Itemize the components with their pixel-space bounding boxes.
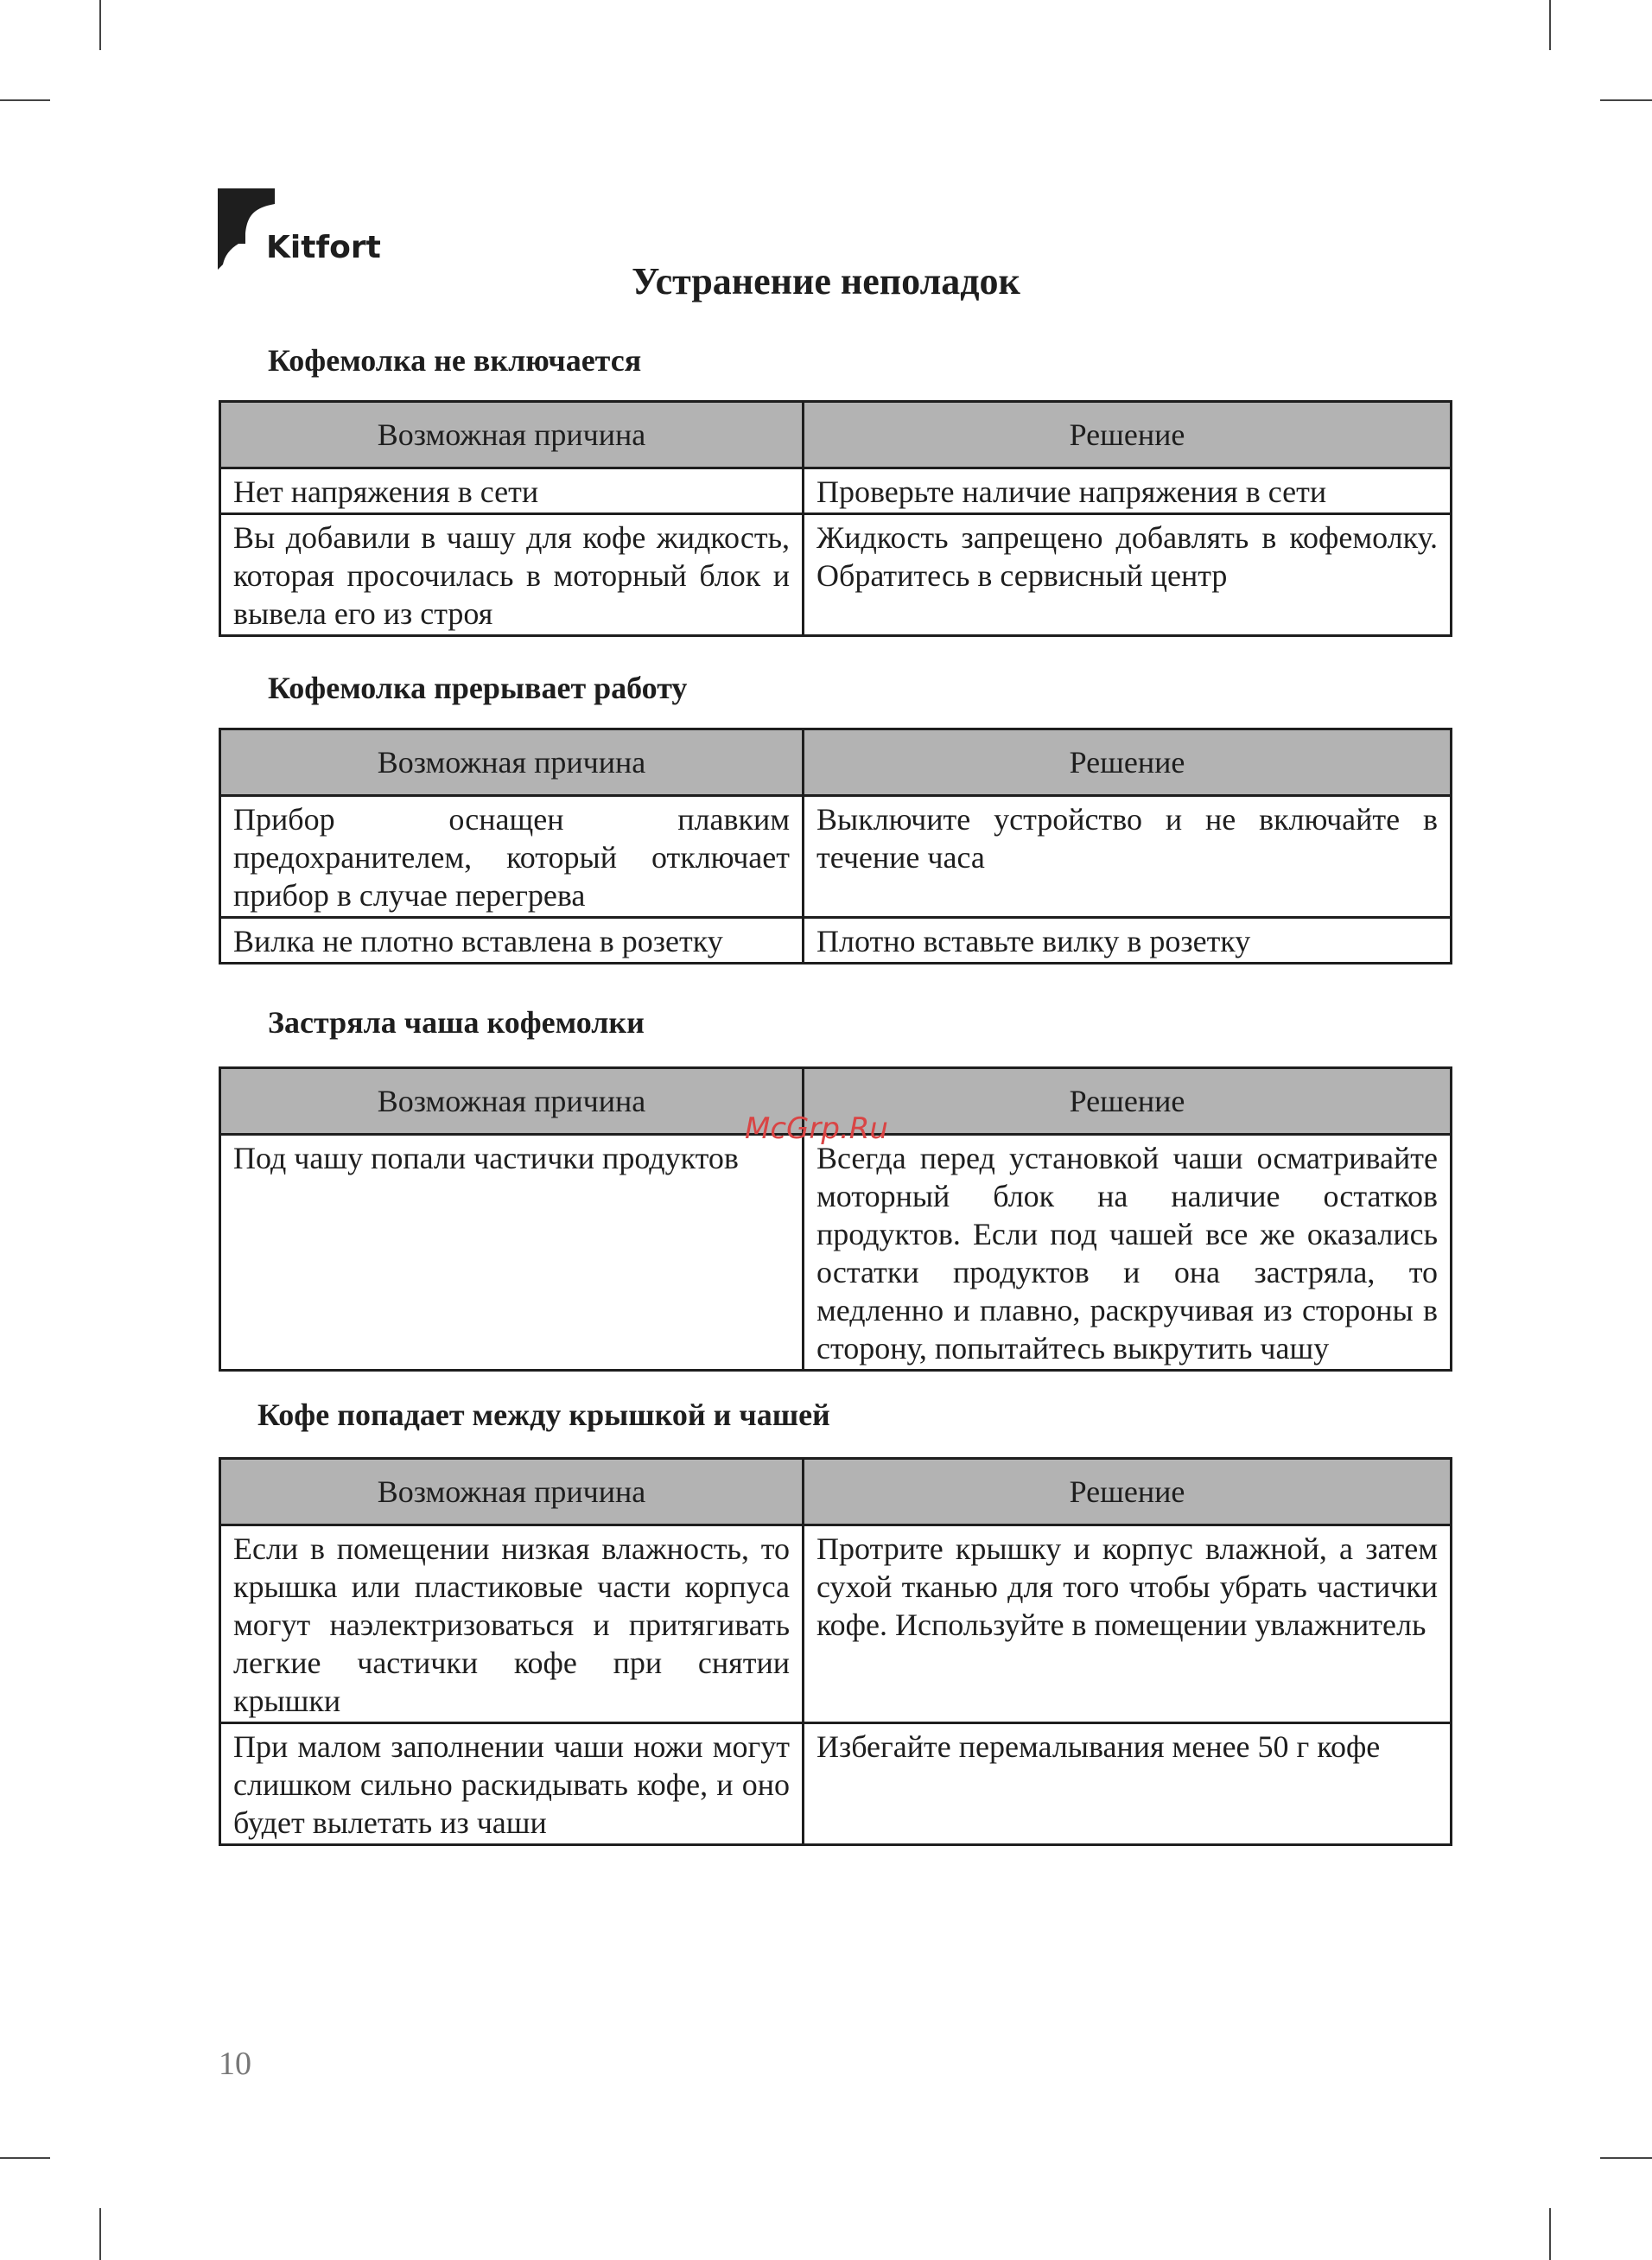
troubleshooting-table [219, 728, 1452, 964]
troubleshooting-table [219, 400, 1452, 637]
solution-cell: Проверьте наличие напряжения в сети [804, 468, 1452, 514]
table-header-row [220, 729, 1452, 796]
table-row [220, 514, 1452, 636]
crop-mark [1600, 2157, 1652, 2159]
solution-cell: Плотно вставьте вилку в розетку [804, 918, 1452, 964]
cause-cell: При малом заполнении чаши ножи могут слишком сильно раскидывать кофе, и оно будет вылетать из чаши [220, 1723, 804, 1845]
page-number: 10 [219, 2046, 251, 2082]
column-header-cause: Возможная причина [220, 1459, 804, 1525]
cause-cell: Вилка не плотно вставлена в розетку [220, 918, 804, 964]
column-header-solution: Решение [804, 402, 1452, 468]
crop-mark [1600, 99, 1652, 101]
column-header-solution: Решение [804, 1459, 1452, 1525]
table-row [220, 468, 1452, 514]
cause-cell: Нет напряжения в сети [220, 468, 804, 514]
crop-mark [0, 99, 50, 101]
table-row [220, 1135, 1452, 1371]
table-row [220, 1723, 1452, 1845]
column-header-solution: Решение [804, 729, 1452, 796]
cause-cell: Прибор оснащен плавким предохранителем, который отключает прибор в случае перегрева [220, 796, 804, 918]
solution-cell: Избегайте перемалывания менее 50 г кофе [804, 1723, 1452, 1845]
column-header-cause: Возможная причина [220, 1068, 804, 1135]
column-header-cause: Возможная причина [220, 729, 804, 796]
cause-cell: Под чашу попали частички продуктов [220, 1135, 804, 1371]
cause-cell: Вы добавили в чашу для кофе жидкость, которая просочилась в моторный блок и вывела его из строя [220, 514, 804, 636]
solution-cell: Всегда перед установкой чаши осматривайте моторный блок на наличие остатков продуктов. Если под чашей все же оказались остатки продуктов и она застряла, то медленно и плавно, раскручивая из стороны в сторону, попытайтесь выкрутить чашу [804, 1135, 1452, 1371]
section-heading: Кофемолка прерывает работу [268, 671, 688, 705]
table-header-row [220, 1459, 1452, 1525]
page-title: Устранение неполадок [632, 260, 1020, 302]
solution-cell: Протрите крышку и корпус влажной, а затем сухой тканью для того чтобы убрать частички кофе. Используйте в помещении увлажнитель [804, 1525, 1452, 1723]
section-heading: Застряла чаша кофемолки [268, 1005, 645, 1040]
solution-cell: Выключите устройство и не включайте в течение часа [804, 796, 1452, 918]
crop-mark [0, 2157, 50, 2159]
crop-mark [1549, 2208, 1551, 2260]
column-header-cause: Возможная причина [220, 402, 804, 468]
table-row [220, 796, 1452, 918]
watermark: McGrp.Ru [745, 1111, 888, 1146]
cause-cell: Если в помещении низкая влажность, то крышка или пластиковые части корпуса могут наэлектризоваться и притягивать легкие частички кофе при снятии крышки [220, 1525, 804, 1723]
section-heading: Кофемолка не включается [268, 343, 642, 378]
solution-cell: Жидкость запрещено добавлять в кофемолку. Обратитесь в сервисный центр [804, 514, 1452, 636]
table-header-row [220, 402, 1452, 468]
troubleshooting-table [219, 1457, 1452, 1846]
logo-text: Kitfort [266, 230, 381, 265]
section-heading: Кофе попадает между крышкой и чашей [257, 1397, 830, 1432]
column-header-solution: Решение [804, 1068, 1452, 1135]
crop-mark [99, 2208, 101, 2260]
crop-mark [99, 0, 101, 50]
table-row [220, 918, 1452, 964]
crop-mark [1549, 0, 1551, 50]
table-row [220, 1525, 1452, 1723]
